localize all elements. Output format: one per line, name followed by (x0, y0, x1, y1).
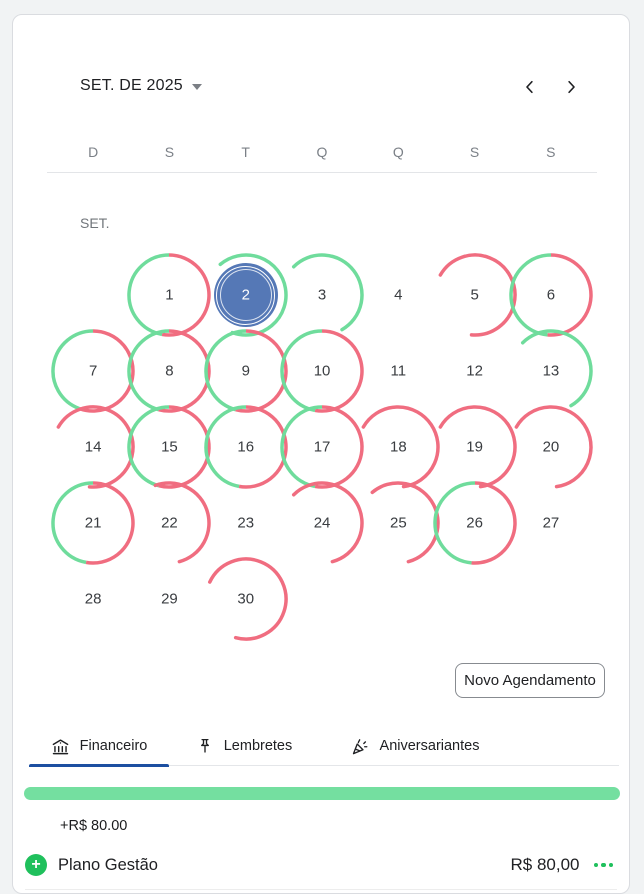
weekday-label: S (546, 144, 556, 160)
day-number: 6 (546, 286, 556, 304)
day-number: 21 (84, 514, 102, 532)
finance-progress-bar (24, 787, 620, 800)
day-cell-14[interactable] (55, 409, 131, 485)
day-cell-22[interactable] (131, 485, 207, 561)
day-number: 20 (542, 438, 560, 456)
day-number: 26 (466, 514, 483, 532)
day-number: 9 (241, 362, 250, 380)
tab-aniversariantes[interactable] (319, 727, 511, 765)
day-cell-20[interactable] (513, 409, 589, 485)
day-number: 1 (165, 286, 174, 304)
day-cell-7[interactable] (55, 333, 131, 409)
day-cell-19[interactable] (437, 409, 513, 485)
bank-icon (51, 737, 70, 756)
day-number: 5 (470, 286, 479, 304)
day-number: 19 (466, 438, 483, 456)
next-month-button[interactable] (557, 73, 585, 101)
month-row-label: SET. (80, 215, 110, 231)
day-cell-16[interactable] (208, 409, 284, 485)
day-number: 13 (542, 362, 560, 380)
finance-entry-row[interactable] (25, 843, 613, 887)
day-cell-2[interactable] (208, 257, 284, 333)
day-number: 24 (313, 514, 331, 532)
day-cell-12[interactable] (437, 333, 513, 409)
day-cell-29[interactable] (131, 561, 207, 637)
tab-aniversariantes-label: Aniversariantes (379, 738, 480, 754)
chevron-left-icon (521, 78, 539, 96)
party-popper-icon (351, 737, 370, 756)
entry-menu-ellipsis-icon[interactable] (594, 863, 614, 868)
day-cell-27[interactable] (513, 485, 589, 561)
day-number: 27 (542, 514, 560, 532)
day-number: 10 (313, 362, 331, 380)
day-number: 8 (165, 362, 174, 380)
day-cell-9[interactable] (208, 333, 284, 409)
pin-icon (196, 737, 214, 755)
month-title: SET. DE 2025 (80, 77, 183, 94)
tab-lembretes[interactable] (169, 727, 319, 765)
weekday-label: T (241, 144, 250, 160)
day-number: 23 (237, 514, 255, 532)
day-cell-8[interactable] (131, 333, 207, 409)
day-number: 29 (161, 590, 178, 608)
day-cell-21[interactable] (55, 485, 131, 561)
day-cell-24[interactable] (284, 485, 360, 561)
new-appointment-button[interactable] (455, 663, 605, 698)
day-cell-25[interactable] (360, 485, 436, 561)
day-cell-30[interactable] (208, 561, 284, 637)
weekday-label: S (469, 144, 480, 160)
weekday-divider (47, 172, 597, 173)
day-cell-17[interactable] (284, 409, 360, 485)
day-number: 18 (389, 438, 407, 456)
weekday-header-row (55, 144, 589, 160)
day-cell-23[interactable] (208, 485, 284, 561)
tab-bar (29, 727, 619, 766)
entry-name: Plano Gestão (58, 855, 158, 874)
day-number: 17 (313, 438, 331, 456)
day-number: 28 (84, 590, 102, 608)
tab-financeiro-label: Financeiro (79, 738, 148, 754)
income-plus-icon[interactable]: + (25, 854, 47, 876)
day-number: 25 (389, 514, 407, 532)
month-selector[interactable] (80, 77, 202, 95)
day-number: 2 (241, 286, 250, 304)
new-appointment-label: Novo Agendamento (464, 672, 596, 689)
prev-month-button[interactable] (516, 73, 544, 101)
day-cell-5[interactable] (437, 257, 513, 333)
day-cell-6[interactable] (513, 257, 589, 333)
day-cell-10[interactable] (284, 333, 360, 409)
chevron-right-icon (562, 78, 580, 96)
calendar-card (12, 14, 630, 894)
tab-financeiro[interactable] (29, 727, 169, 765)
weekday-label: Q (316, 144, 328, 160)
finance-total-label: +R$ 80.00 (60, 818, 128, 834)
day-cell-28[interactable] (55, 561, 131, 637)
day-cell-18[interactable] (360, 409, 436, 485)
weekday-label: D (88, 144, 99, 160)
day-cell-4[interactable] (360, 257, 436, 333)
entry-amount: R$ 80,00 (510, 855, 580, 874)
day-number: 3 (317, 286, 327, 304)
day-number: 22 (161, 514, 178, 532)
calendar-grid (55, 257, 589, 637)
day-number: 11 (390, 362, 407, 380)
day-number: 15 (161, 438, 178, 456)
day-number: 4 (394, 286, 403, 304)
day-number: 30 (237, 590, 255, 608)
day-cell-15[interactable] (131, 409, 207, 485)
day-cell-26[interactable] (437, 485, 513, 561)
day-number: 12 (466, 362, 483, 380)
day-cell-3[interactable] (284, 257, 360, 333)
weekday-label: Q (392, 144, 404, 160)
weekday-label: S (164, 144, 175, 160)
day-cell-13[interactable] (513, 333, 589, 409)
day-number: 16 (237, 438, 255, 456)
day-number: 14 (84, 438, 102, 456)
day-number: 7 (88, 362, 98, 380)
day-cell-11[interactable] (360, 333, 436, 409)
tab-lembretes-label: Lembretes (223, 738, 293, 754)
caret-down-icon (192, 84, 202, 90)
day-cell-1[interactable] (131, 257, 207, 333)
entry-row-divider (25, 889, 617, 890)
